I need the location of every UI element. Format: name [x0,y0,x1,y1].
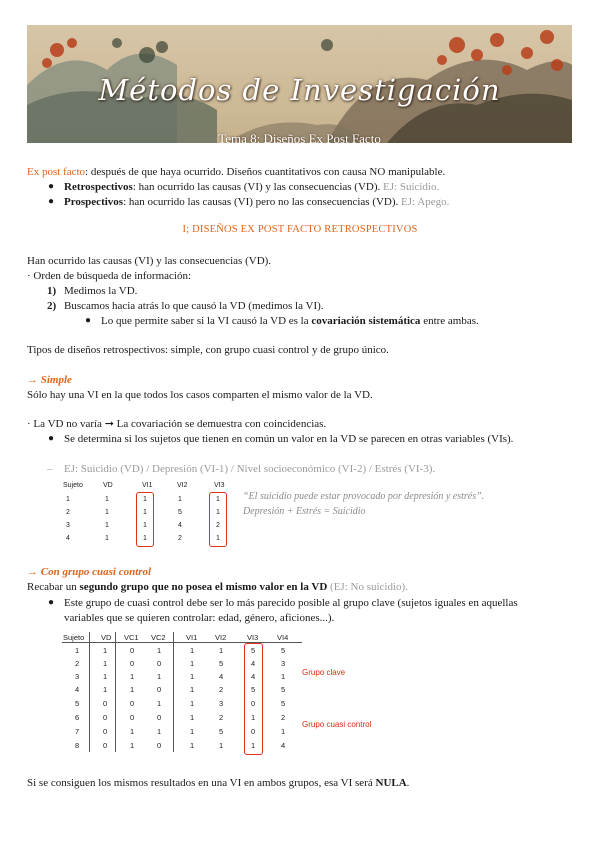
bullet-text: Se determina si los sujetos que tienen en común un valor en la VD se parecen en otras variables (VIs). [64,433,514,445]
table-cell: 1 [105,522,109,529]
table-cell: 0 [251,727,256,736]
paragraph: · La VD no varía ➞ La covariación se demuestra con coincidencias. [27,418,327,430]
table-cell: 0 [103,741,108,750]
example-formula: Depresión + Estrés = Suicidio [243,506,366,517]
bullet-text: : han ocurrido las causas (VI) y las consecuencias (VD). [132,181,384,193]
table-cell: 2 [178,535,182,542]
paragraph: · Orden de búsqueda de información: [27,270,192,282]
table-header: VI1 [142,482,153,489]
table-cell: 5 [281,646,286,655]
table-cell: 6 [75,713,80,722]
step-number: 1) [47,285,57,297]
paragraph-example: (EJ: No suicidio). [327,581,408,593]
table-cell: 1 [190,699,195,708]
table-cell: 1 [105,535,109,542]
step-text: Buscamos hacia atrás lo que causó la VD (medimos la VI). [64,300,324,312]
table-cell: 3 [66,522,70,529]
bullet-dot-icon: ● [48,433,55,444]
table-cell: 1 [219,646,224,655]
table-cell: 4 [178,522,182,529]
bullet-text: Este grupo de cuasi control debe ser lo más parecido posible al grupo clave (sujetos iguales en aquellas [64,597,518,609]
table-cell: 1 [190,713,195,722]
table-cell: 5 [75,699,80,708]
table-cell: 3 [75,672,80,681]
highlight-box-vi3 [244,643,263,755]
paragraph-bold: segundo grupo que no posea el mismo valor en la VD [79,581,328,593]
table-divider [115,632,116,752]
table-cell: 1 [130,741,135,750]
table-header: VI1 [186,633,198,642]
table-cell: 5 [251,685,256,694]
table-cell: 1 [143,496,147,503]
table-header: VI3 [214,482,225,489]
table-cell: 1 [143,535,147,542]
table-cell: 2 [66,509,70,516]
bullet-text: variables que se quieren controlar: edad, género, aficiones...). [64,612,335,624]
sub-bullet-text: Lo que permite saber si la VI causó la VD es la [101,315,312,327]
bullet-term: Retrospectivos [64,181,133,193]
table-cell: 1 [157,646,162,655]
table-header: VD [101,633,112,642]
table-cell: 2 [281,713,286,722]
table-divider [62,642,302,643]
table-cell: 4 [75,685,80,694]
bullet-term: Prospectivos [64,196,124,208]
subsection-heading-cuasi: → Con grupo cuasi control [27,566,152,578]
table-cell: 1 [143,509,147,516]
table-cell: 1 [103,646,108,655]
section-heading: I; DISEÑOS EX POST FACTO RETROSPECTIVOS [182,224,418,235]
bullet-text: : han ocurrido las causas (VI) pero no las consecuencias (VD). [123,196,402,208]
table-cell: 1 [157,727,162,736]
table-cell: 1 [105,496,109,503]
table-cell: 1 [66,496,70,503]
bullet-example: EJ: Suicidio. [383,181,440,193]
table-header: VC2 [151,633,166,642]
table-cell: 1 [103,659,108,668]
table-cell: 1 [190,672,195,681]
paragraph: Sólo hay una VI en la que todos los casos comparten el mismo valor de la VD. [27,389,373,401]
table-header: VC1 [124,633,139,642]
table-cell: 5 [219,727,224,736]
step-number: 2) [47,300,57,312]
intro-text: : después de que haya ocurrido. Diseños cuantitativos con causa NO manipulable. [85,166,446,178]
table-cell: 7 [75,727,80,736]
conclusion-bold: NULA [375,777,407,789]
table-cell: 1 [281,672,286,681]
table-cell: 0 [251,699,256,708]
step-text: Medimos la VD. [64,285,138,297]
table-cell: 1 [219,741,224,750]
table-cell: 4 [281,741,286,750]
table-cell: 1 [251,713,256,722]
conclusion-paragraph [27,776,409,790]
table-cell: 0 [157,713,162,722]
table-cell: 1 [190,741,195,750]
table-cell: 3 [281,659,286,668]
document-subtitle: Tema 8: Diseños Ex Post Facto [218,131,381,143]
sub-bullet-bold: covariación sistemática [311,315,421,327]
table-cell: 1 [216,509,220,516]
table-cell: 1 [130,727,135,736]
table-cell: 2 [219,713,224,722]
table-header: VI2 [177,482,188,489]
bullet-dot-icon: ● [85,315,92,326]
table-cell: 1 [143,522,147,529]
sub-bullet-text: entre ambas. [420,315,479,327]
paragraph: Han ocurrido las causas (VI) y las consecuencias (VD). [27,255,272,267]
table-cell: 0 [103,699,108,708]
table-cell: 0 [157,685,162,694]
intro-paragraph [27,165,445,179]
table-cell: 1 [190,727,195,736]
table-cell: 2 [75,659,80,668]
label-grupo-cuasi-control: Grupo cuasi control [302,720,372,729]
table-cell: 5 [178,509,182,516]
table-header: VI4 [277,633,289,642]
table-cell: 1 [103,672,108,681]
table-cell: 0 [130,713,135,722]
table-header: VI2 [215,633,227,642]
dash-bullet: – [47,463,53,475]
bullet-dot-icon: ● [48,597,55,608]
bullet-dot-icon: ● [48,181,55,192]
bullet-prospectivos [64,195,449,209]
table-cell: 1 [190,646,195,655]
table-cell: 2 [219,685,224,694]
table-cell: 4 [251,672,256,681]
table-cell: 1 [251,741,256,750]
table-cell: 0 [130,659,135,668]
table-divider [89,632,90,752]
conclusion-text: . [406,777,410,789]
table-cell: 1 [157,672,162,681]
conclusion-text: Si se consiguen los mismos resultados en una VI en ambos grupos, esa VI será [27,777,376,789]
table-cell: 1 [281,727,286,736]
table-cell: 4 [251,659,256,668]
table-cell: 1 [190,659,195,668]
table-cell: 0 [103,727,108,736]
table-cell: 5 [281,685,286,694]
example-text: EJ: Suicidio (VD) / Depresión (VI-1) / Nivel socioeconómico (VI-2) / Estrés (VI-3). [64,463,436,475]
table-cell: 1 [178,496,182,503]
subsection-heading-simple: → Simple [27,374,72,386]
table-cell: 4 [219,672,224,681]
table-cell: 0 [130,646,135,655]
bullet-dot-icon: ● [48,196,55,207]
table-header: VI3 [247,633,259,642]
bullet-retrospectivos [64,180,439,194]
example-quote: “El suicidio puede estar provocado por depresión y estrés”. [243,491,485,502]
table-cell: 0 [130,699,135,708]
document-title: Métodos de Investigación [98,73,501,107]
table-cell: 2 [216,522,220,529]
table-cell: 5 [251,646,256,655]
highlight-box-vi1 [136,492,154,547]
table-header: Sujeto [63,482,83,489]
table-cell: 3 [219,699,224,708]
table-cell: 5 [219,659,224,668]
table-cell: 5 [281,699,286,708]
sub-bullet [101,314,479,328]
label-grupo-clave: Grupo clave [302,668,346,677]
table-cell: 1 [103,685,108,694]
table-cell: 0 [157,741,162,750]
table-header: VD [103,482,113,489]
table-cell: 1 [130,685,135,694]
table-cell: 1 [216,535,220,542]
table-cell: 1 [216,496,220,503]
table-cell: 1 [157,699,162,708]
table-cell: 8 [75,741,80,750]
table-cell: 1 [190,685,195,694]
paragraph-text: Recabar un [27,581,80,593]
table-divider [173,632,174,752]
table-cell: 1 [130,672,135,681]
paragraph: Tipos de diseños retrospectivos: simple, con grupo cuasi control y de grupo único. [27,344,389,356]
table-cell: 1 [105,509,109,516]
table-cell: 0 [157,659,162,668]
header-banner [27,25,572,143]
table-cell: 0 [103,713,108,722]
intro-term: Ex post facto [27,166,86,178]
table-cell: 1 [75,646,80,655]
table-cell: 4 [66,535,70,542]
bullet-example: EJ: Apego. [401,196,450,208]
paragraph [27,580,408,594]
highlight-box-vi3 [209,492,227,547]
table-header: Sujeto [63,633,85,642]
